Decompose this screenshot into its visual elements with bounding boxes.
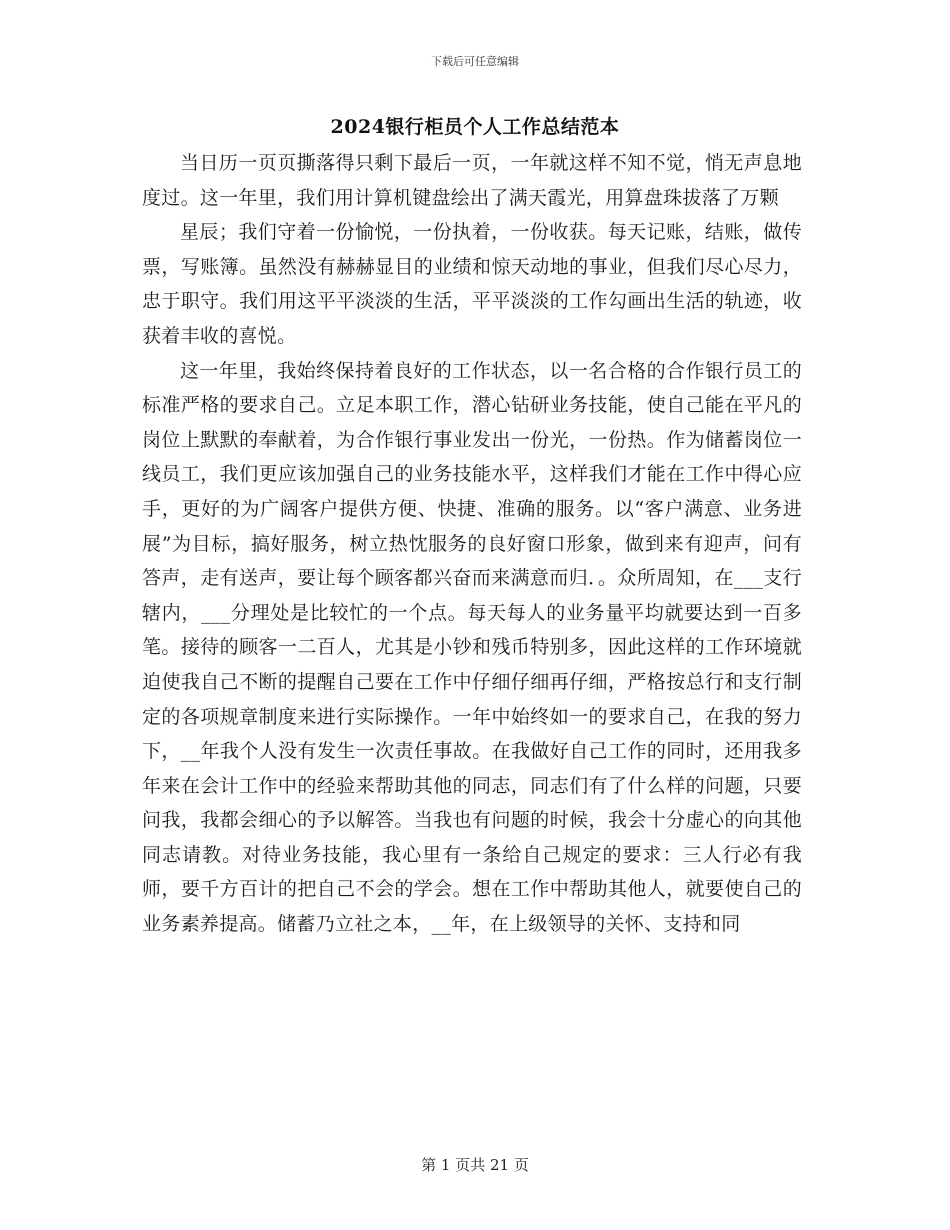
paragraph-1: 当日历一页页撕落得只剩下最后一页，一年就这样不知不觉，悄无声息地度过。这一年里，我们用计算机键盘绘出了满天霞光，用算盘珠拔落了万颗 — [142, 152, 802, 209]
paragraph-3: 这一年里，我始终保持着良好的工作状态，以一名合格的合作银行员工的标准严格的要求自己。立足本职工作，潜心钻研业务技能，使自己能在平凡的岗位上默默的奉献着，为合作银行事业发出一份光，一份热。作为储蓄岗位一线员工，我们更应该加强自己的业务技能水平，这样我们才能在工作中得心应手，更好的为广阔客户提供方便、快捷、准确的服务。以“客户满意、业务进展”为目标，搞好服务，树立热忱服务的良好窗口形象，做到来有迎声，问有答声，走有送声，要让每个顾客都兴奋而来满意而归．。众所周知，在___支行辖内，___分理处是比较忙的一个点。每天每人的业务量平均就要达到一百多笔。接待的顾客一二百人，尤其是小钞和残币特别多，因此这样的工作环境就迫使我自己不断的提醒自己要在工作中仔细仔细再仔细，严格按总行和支行制定的各项规章制度来进行实际操作。一年中始终如一的要求自己，在我的努力下，__年我个人没有发生一次责任事故。在我做好自己工作的同时，还用我多年来在会计工作中的经验来帮助其他的同志，同志们有了什么样的问题，只要问我，我都会细心的予以解答。当我也有问题的时候，我会十分虚心的向其他同志请教。对待业务技能，我心里有一条给自己规定的要求：三人行必有我师，要千方百计的把自己不会的学会。想在工作中帮助其他人，就要使自己的业务素养提高。储蓄乃立社之本，__年，在上级领导的关怀、支持和同 — [142, 359, 802, 936]
paragraph-2: 星辰；我们守着一份愉悦，一份执着，一份收获。每天记账，结账，做传票，写账簿。虽然没有赫赫显目的业绩和惊天动地的事业，但我们尽心尽力，忠于职守。我们用这平平淡淡的生活，平平淡淡的工作勾画出生活的轨迹，收获着丰收的喜悦。 — [142, 221, 802, 347]
document-body — [142, 146, 802, 942]
document-title: 2024银行柜员个人工作总结范本 — [330, 116, 620, 138]
page-number-footer: 第 1 页共 21 页 — [421, 1156, 529, 1174]
page-header-note: 下载后可任意编辑 — [431, 55, 519, 68]
